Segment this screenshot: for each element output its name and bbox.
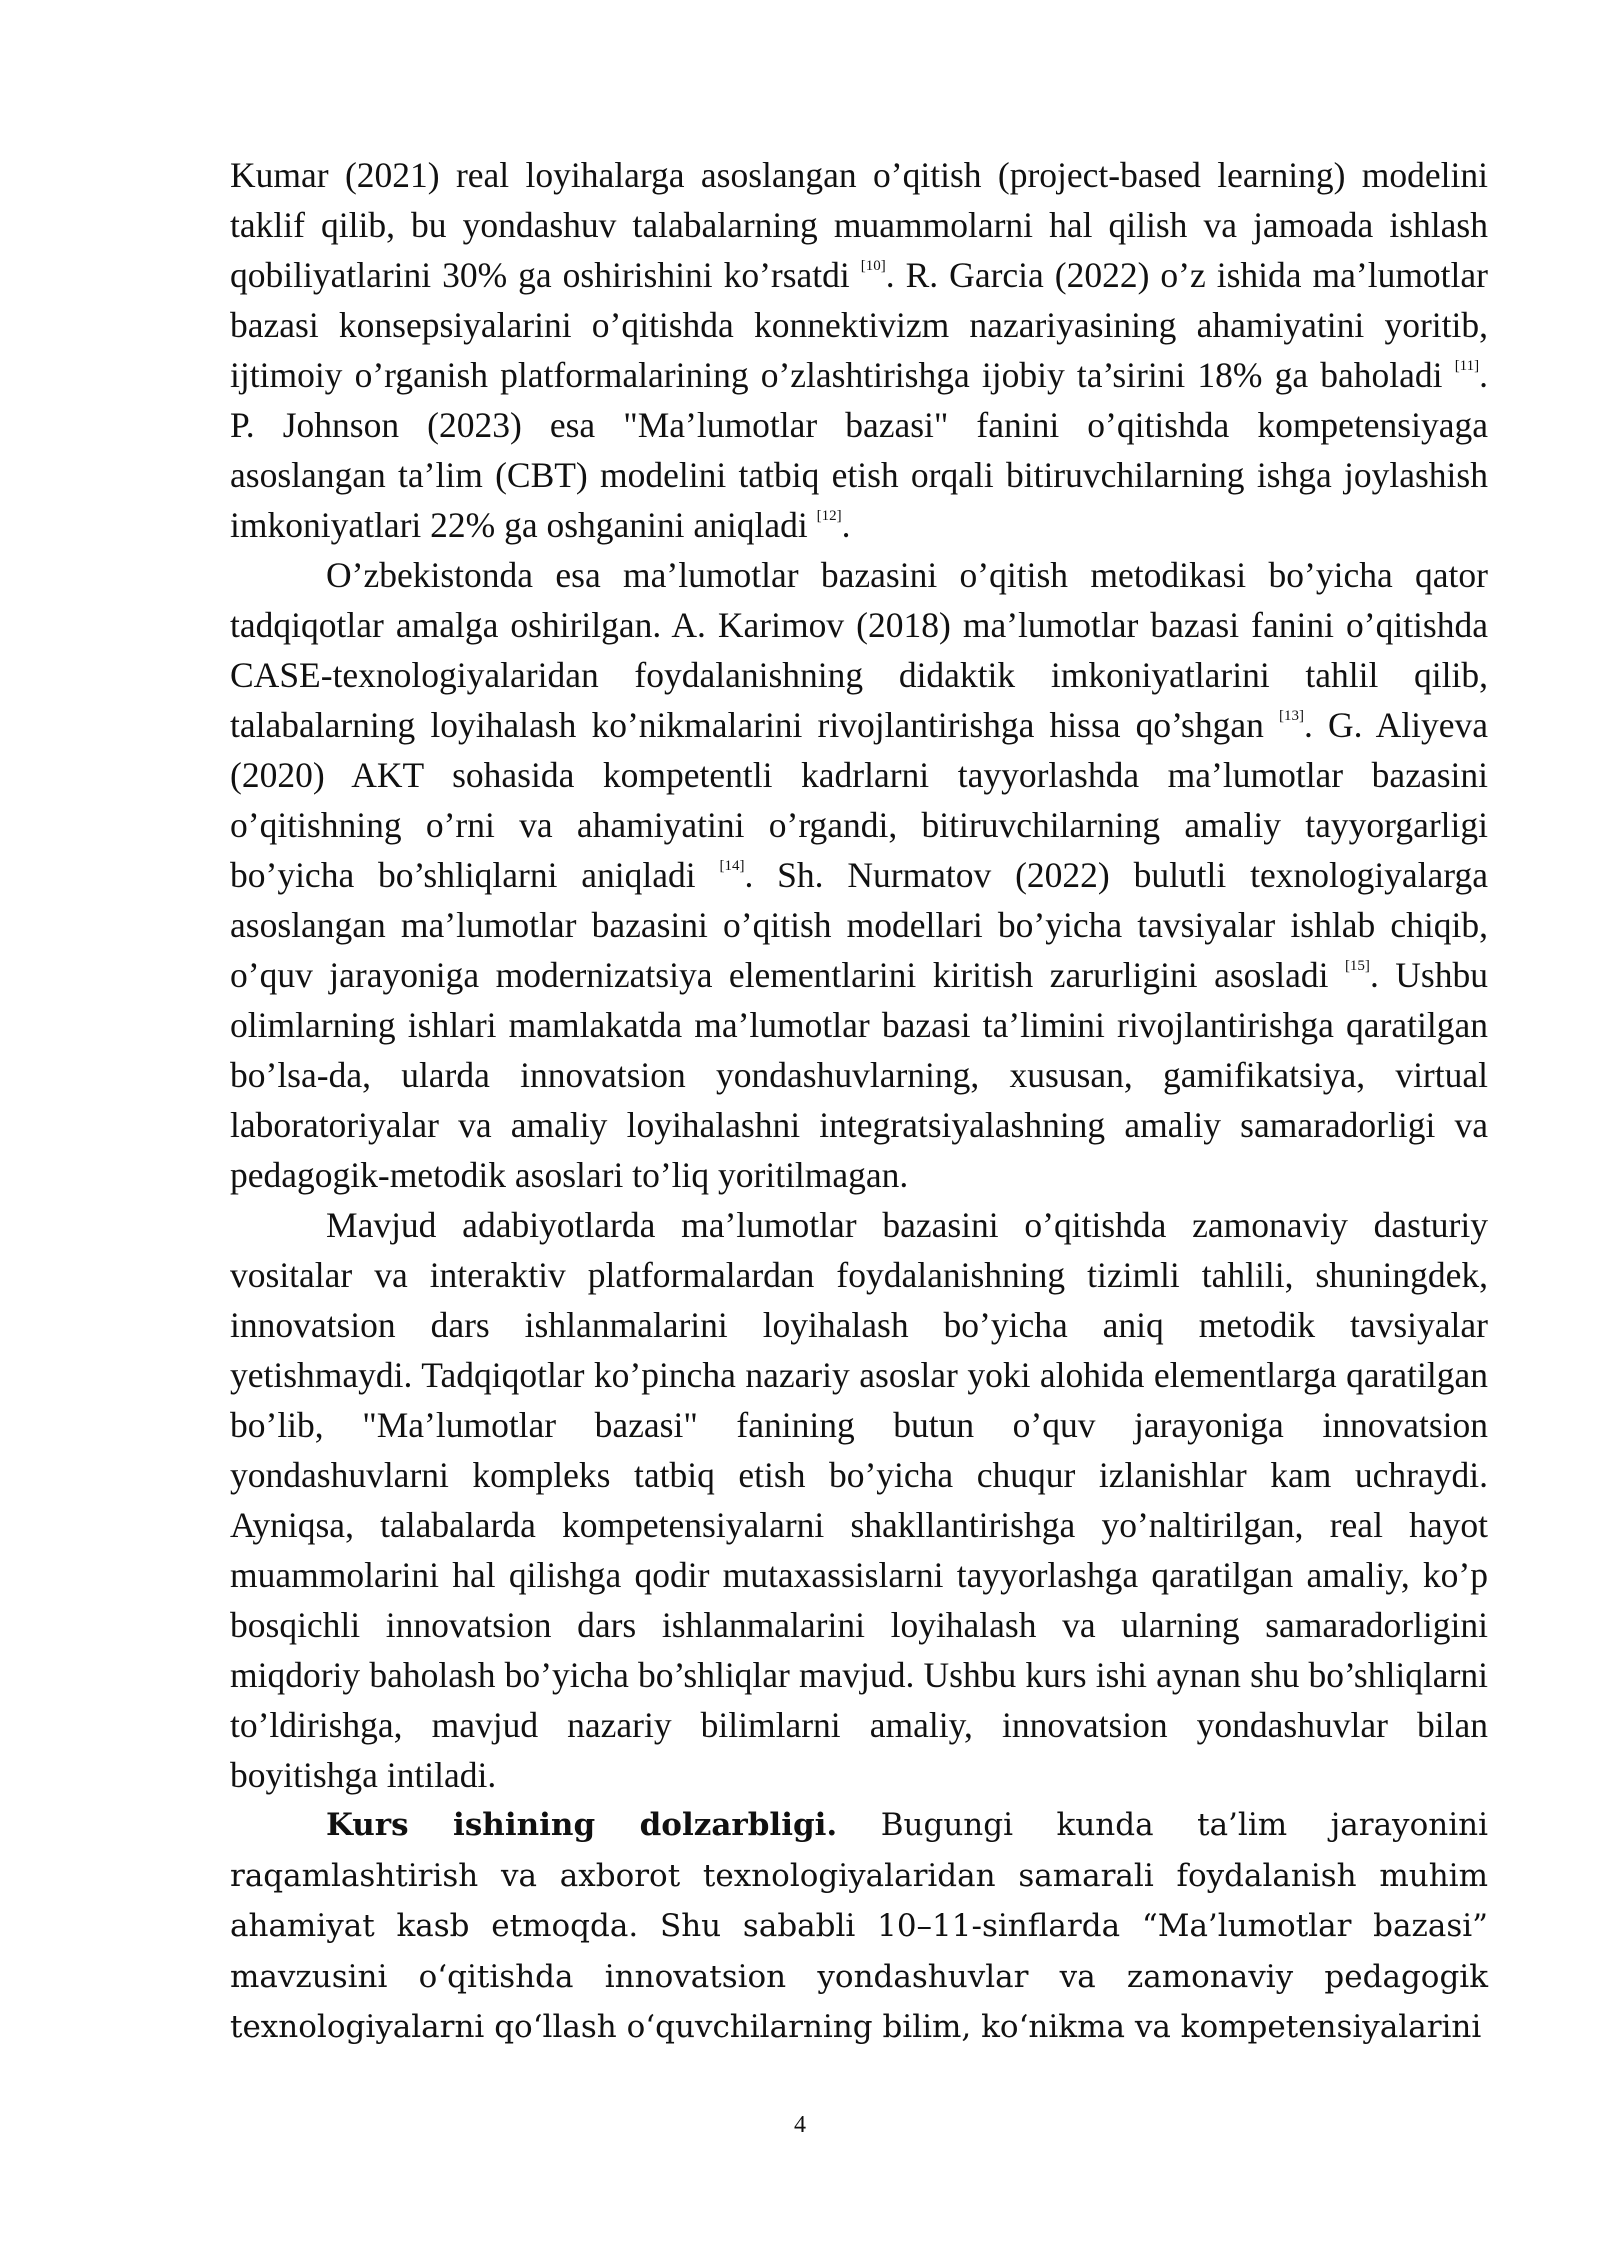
citation-reference: [10] bbox=[860, 258, 886, 275]
paragraph-text: . G. Aliyeva (2020) AKT sohasida kompetentli kadrlarni tayyorlashda ma’lumotlar bazasini o’qitishning o’rni va ahamiyatini o’rgandi, bitiruvchilarning amaliy tayyorgarligi bo’yicha bo’shliqlarni aniqladi bbox=[230, 705, 1488, 895]
paragraph-text: . Ushbu olimlarning ishlari mamlakatda ma’lumotlar bazasi ta’limini rivojlantirishga qaratilgan bo’lsa-da, ularda innovatsion yondashuvlarning, xususan, gamifikatsiya, virtual laboratoriyalar va amaliy loyihalashni integratsiyalashning amaliy samaradorligi va pedagogik-metodik asoslari to’liq yoritilmagan. bbox=[230, 955, 1488, 1195]
paragraph bbox=[230, 150, 1488, 550]
paragraph-text: O’zbekistonda esa ma’lumotlar bazasini o’qitish metodikasi bo’yicha qator tadqiqotlar amalga oshirilgan. A. Karimov (2018) ma’lumotlar bazasi fanini o’qitishda CASE-texnologiyalaridan foydalanishning didaktik imkoniyatlarini tahlil qilib, talabalarning loyihalash ko’nikmalarini rivojlantirishga hissa qo’shgan bbox=[230, 555, 1488, 745]
page-number: 4 bbox=[794, 2112, 806, 2138]
citation-reference: [15] bbox=[1344, 958, 1370, 975]
section-lead-heading: Kurs ishining dolzarbligi. bbox=[326, 1807, 838, 1843]
paragraph-text: Mavjud adabiyotlarda ma’lumotlar bazasini o’qitishda zamonaviy dasturiy vositalar va interaktiv platformalardan foydalanishning tizimli tahlili, shuningdek, innovatsion dars ishlanmalarini loyihalash bo’yicha aniq metodik tavsiyalar yetishmaydi. Tadqiqotlar ko’pincha nazariy asoslar yoki alohida elementlarga qaratilgan bo’lib, "Ma’lumotlar bazasi" fanining butun o’quv jarayoniga innovatsion yondashuvlarni kompleks tatbiq etish bo’yicha chuqur izlanishlar kam uchraydi. Ayniqsa, talabalarda kompetensiyalarni shakllantirishga yo’naltirilgan, real hayot muammolarini hal qilishga qodir mutaxassislarni tayyorlashga qaratilgan amaliy, ko’p bosqichli innovatsion dars ishlanmalarini loyihalash va ularning samaradorligini miqdoriy baholash bo’yicha bo’shliqlar mavjud. Ushbu kurs ishi aynan shu bo’shliqlarni to’ldirishga, mavjud nazariy bilimlarni amaliy, innovatsion yondashuvlar bilan boyitishga intiladi. bbox=[230, 1205, 1488, 1795]
paragraph bbox=[230, 1800, 1488, 2053]
paragraph-text: Kumar (2021) real loyihalarga asoslangan o’qitish (project-based learning) modelini taklif qilib, bu yondashuv talabalarning muammolarni hal qilish va jamoada ishlash qobiliyatlarini 30% ga oshirishini ko’rsatdi bbox=[230, 155, 1488, 295]
citation-reference: [14] bbox=[719, 858, 745, 875]
paragraph-text: Bugungi kunda ta’lim jarayonini raqamlashtirish va axborot texnologiyalaridan samarali foydalanish muhim ahamiyat kasb etmoqda. Shu sababli 10–11-sinflarda “Ma’lumotlar bazasi” mavzusini oʻqitishda innovatsion yondashuvlar va zamonaviy pedagogik texnologiyalarni qoʻllash oʻquvchilarning bilim, koʻnikma va kompetensiyalarini bbox=[230, 1807, 1488, 2045]
citation-reference: [11] bbox=[1454, 358, 1480, 375]
citation-reference: [13] bbox=[1278, 708, 1304, 725]
paragraph-text: . R. Garcia (2022) o’z ishida ma’lumotlar bazasi konsepsiyalarini o’qitishda konnektivizm nazariyasining ahamiyatini yoritib, ijtimoiy o’rganish platformalarining o’zlashtirishga ijobiy ta’sirini 18% ga baholadi bbox=[230, 255, 1488, 395]
paragraph bbox=[230, 1200, 1488, 1800]
paragraph-text: . P. Johnson (2023) esa "Ma’lumotlar bazasi" fanini o’qitishda kompetensiyaga asoslangan ta’lim (CBT) modelini tatbiq etish orqali bitiruvchilarning ishga joylashish imkoniyatlari 22% ga oshganini aniqladi bbox=[230, 355, 1488, 545]
paragraph-text: . bbox=[841, 505, 851, 545]
citation-reference: [12] bbox=[816, 508, 842, 525]
paragraph-text: . Sh. Nurmatov (2022) bulutli texnologiyalarga asoslangan ma’lumotlar bazasini o’qitish modellari bo’yicha tavsiyalar ishlab chiqib, o’quv jarayoniga modernizatsiya elementlarini kiritish zarurligini asosladi bbox=[230, 855, 1488, 995]
body-text bbox=[230, 150, 1488, 2053]
paragraph bbox=[230, 550, 1488, 1200]
